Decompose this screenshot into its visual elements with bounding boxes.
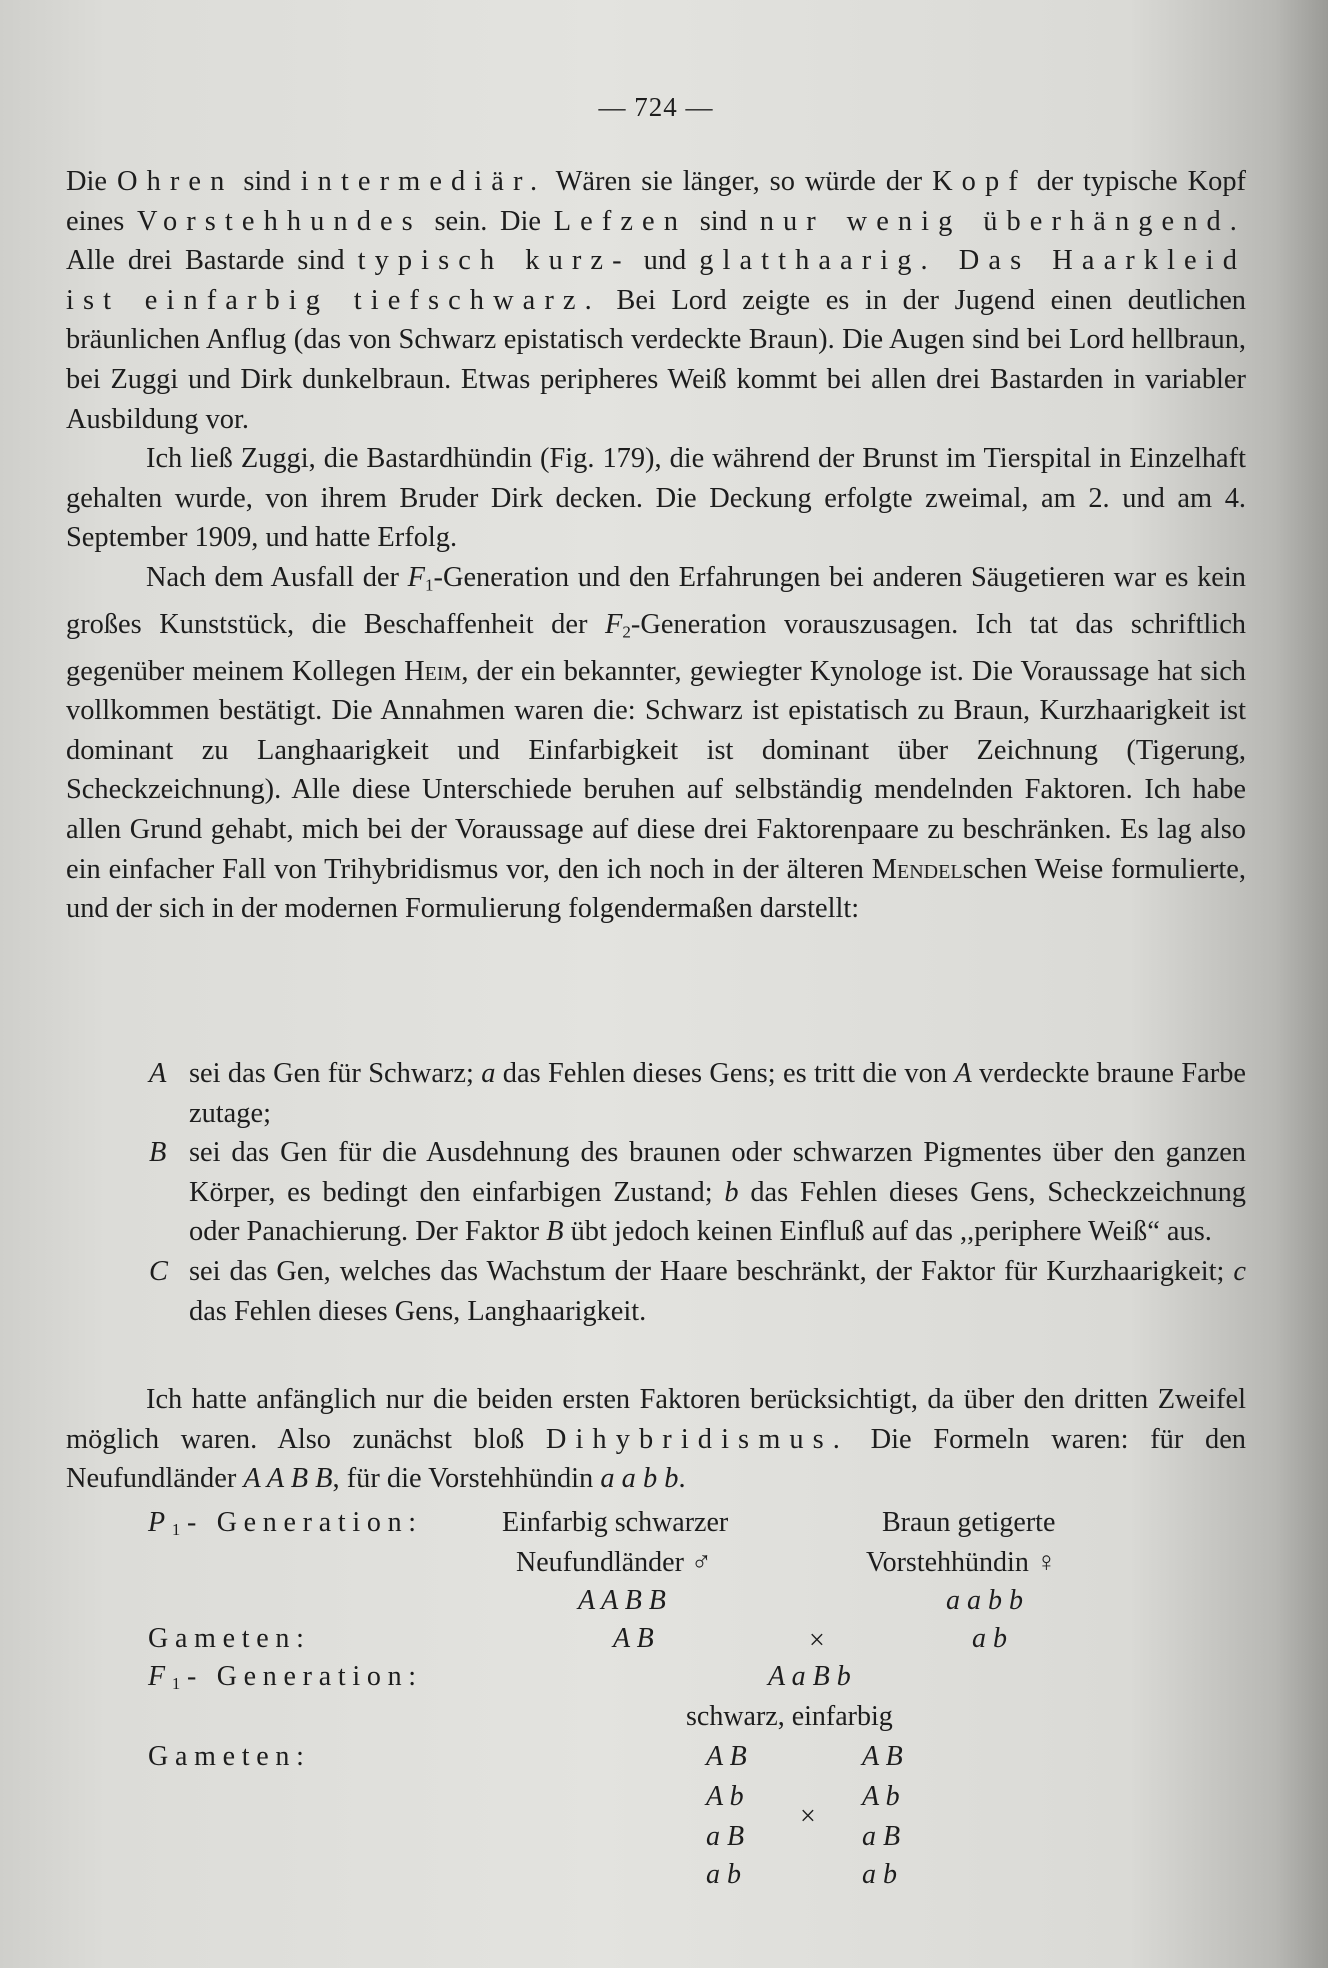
p1-right-line1: Braun getigerte [882, 1507, 1056, 1538]
text-run: Wären sie länger, so würde der [546, 166, 933, 197]
f1-gamete-right: a B [862, 1821, 901, 1852]
formula: A A B B [243, 1463, 333, 1495]
text-run: . [678, 1463, 686, 1495]
p1-generation-label [148, 1506, 423, 1547]
spaced-term: intermediär. [300, 166, 547, 197]
text-run: sind [233, 166, 301, 197]
f1-gamete-right: A B [862, 1741, 903, 1772]
text-run: -Generation vorauszusagen. Ich tat das schriftlich gegenüber meinem Kollegen [66, 608, 1246, 687]
gene-letter: A [149, 1058, 167, 1089]
paragraph-3 [66, 558, 1246, 929]
gene-symbol: B [546, 1216, 564, 1248]
gene-definitions [66, 1054, 1246, 1331]
gene-symbol: b [724, 1176, 739, 1208]
f1-formula: A a B b [768, 1661, 851, 1692]
formula-symbol: F [605, 608, 623, 640]
gene-symbol: a [481, 1058, 496, 1089]
p1-right-line2: Vorstehhündin ♀ [866, 1547, 1057, 1578]
paragraph-4-block [66, 1380, 1246, 1499]
p1-left-line1: Einfarbig schwarzer [502, 1507, 729, 1538]
text-run: verdeckte braune Farbe zutage; [189, 1058, 1246, 1129]
text-run: sei das Gen für die Ausdehnung des braunen oder schwarzen Pigmentes über den ganzen Körper, es bedingt den einfarbigen Zustand; [189, 1137, 1246, 1208]
f1-gamete-left: a b [706, 1859, 741, 1890]
paragraph-1 [66, 162, 1246, 439]
text-run: Ich hatte anfänglich nur die beiden ersten Faktoren berücksichtigt, da über den dritten Zweifel möglich waren. Also zunächst bloß [66, 1384, 1246, 1455]
p1-gamete-right: a b [972, 1623, 1007, 1654]
text-run: schen Weise formulierte, und der sich in der modernen Formulierung folgendermaßen darstellt: [66, 853, 1246, 925]
f1-gamete-left: a B [706, 1821, 745, 1852]
gene-symbol: A [954, 1058, 972, 1089]
spaced-term: nur wenig überhängend. [759, 205, 1246, 237]
text-run: sei das Gen für Schwarz; [189, 1058, 482, 1089]
text-run: Bei Lord zeigte es in der Jugend einen deutlichen bräunlichen Anflug (das von Schwarz epistatisch verdeckte Braun). Die Augen sind bei Lord hellbraun, bei Zuggi und Dirk dunkelbraun. Etwas peripheres Weiß kommt bei allen drei Bastarden in variabler Ausbildung vor. [66, 284, 1246, 435]
gene-item-c [66, 1252, 1246, 1331]
text-run: sind [687, 205, 760, 237]
cross-symbol: × [800, 1801, 816, 1832]
f1-gamete-right: a b [862, 1859, 897, 1890]
cross-symbol: × [809, 1625, 825, 1656]
main-text [66, 162, 1246, 929]
gameten-label: Gameten: [148, 1623, 311, 1654]
subscript: 1 [171, 1674, 187, 1694]
p1-gamete-left: A B [613, 1623, 654, 1654]
f1-generation-label [148, 1660, 423, 1701]
text-run: Die Formeln waren: für den Neufundländer [66, 1423, 1246, 1495]
text-run: das Fehlen dieses Gens; es tritt die von [495, 1058, 955, 1089]
page-number: — 724 — [598, 92, 714, 122]
text-run: -Generation und den Erfahrungen bei anderen Säugetieren war es kein großes Kunststück, die Beschaffenheit der [66, 561, 1246, 640]
text-run: Die [66, 166, 117, 197]
spaced-term: Lefzen [553, 205, 688, 237]
label-text: - Generation: [186, 1661, 423, 1692]
formula-symbol: P [148, 1507, 172, 1538]
text-run: , für die Vorstehhündin [332, 1463, 601, 1495]
gene-item-b [66, 1133, 1246, 1252]
author-name: Heim [404, 655, 462, 687]
formula: a a b b [600, 1463, 679, 1495]
formula-symbol: F [407, 561, 425, 593]
formula-symbol: F [148, 1661, 172, 1692]
gene-item-a [66, 1054, 1246, 1133]
text-run: der typische Kopf eines [66, 166, 1246, 237]
text-run: Alle drei Bastarde sind [66, 245, 358, 277]
spaced-term: typisch kurz- [357, 245, 631, 277]
subscript: 2 [622, 622, 631, 642]
author-name: Mendel [871, 853, 963, 885]
p1-left-formula: A A B B [578, 1585, 666, 1616]
gene-letter: B [149, 1137, 167, 1169]
text-run: und [630, 245, 700, 277]
gene-symbol: c [1233, 1255, 1246, 1287]
f1-gamete-left: A B [706, 1741, 747, 1772]
gene-letter: C [149, 1255, 168, 1287]
gameten-label-2: Gameten: [148, 1741, 311, 1772]
spaced-term: Kopf [932, 166, 1027, 197]
text-run: übt jedoch keinen Einfluß auf das ,,periphere Weiß“ aus. [563, 1216, 1212, 1248]
p1-right-formula: a a b b [946, 1585, 1023, 1616]
paragraph-2: Ich ließ Zuggi, die Bastardhündin (Fig. 179), die während der Brunst im Tierspital in Einzelhaft gehalten wurde, von ihrem Bruder Dirk decken. Die Deckung erfolgte zweimal, am 2. und am 4. September 1909, und hatte Erfolg. [66, 443, 1246, 554]
subscript: 1 [171, 1520, 187, 1540]
f1-description: schwarz, einfarbig [686, 1701, 893, 1732]
f1-gamete-right: A b [862, 1781, 900, 1812]
paragraph-4 [66, 1380, 1246, 1499]
spaced-term: Vorstehhundes [137, 205, 422, 237]
text-run: das Fehlen dieses Gens, Langhaarigkeit. [189, 1295, 647, 1327]
text-run: das Fehlen dieses Gens, Scheckzeichnung oder Panachierung. Der Faktor [189, 1176, 1246, 1248]
spaced-term: Dihybridismus. [545, 1423, 849, 1455]
spaced-term: glatthaarig. Das Haarkleid ist einfarbig tiefschwarz. [66, 245, 1247, 316]
text-run: sei das Gen, welches das Wachstum der Haare beschränkt, der Faktor für Kurzhaarigkeit; [189, 1255, 1234, 1287]
p1-left-line2: Neufundländer ♂ [516, 1547, 712, 1578]
subscript: 1 [424, 575, 434, 595]
label-text: - Generation: [186, 1507, 423, 1538]
text-run: sein. Die [421, 205, 554, 237]
text-run: , der ein bekannter, gewiegter Kynologe ist. Die Voraussage hat sich vollkommen bestätigt. Die Annahmen waren die: Schwarz ist epistatisch zu Braun, Kurzhaarigkeit ist dominant zu Langhaarigkeit und Einfarbigkeit ist dominant über Zeichnung (Tigerung, Scheckzeichnung). Alle diese Unterschiede beruhen auf selbständig mendelnden Faktoren. Ich habe allen Grund gehabt, mich bei der Voraussage auf diese drei Faktorenpaare zu beschränken. Es lag also ein einfacher Fall von Trihybridismus vor, den ich noch in der älteren [66, 655, 1246, 885]
spaced-term: Ohren [116, 166, 234, 197]
f1-gamete-left: A b [706, 1781, 744, 1812]
text-run: Nach dem Ausfall der [146, 561, 408, 593]
